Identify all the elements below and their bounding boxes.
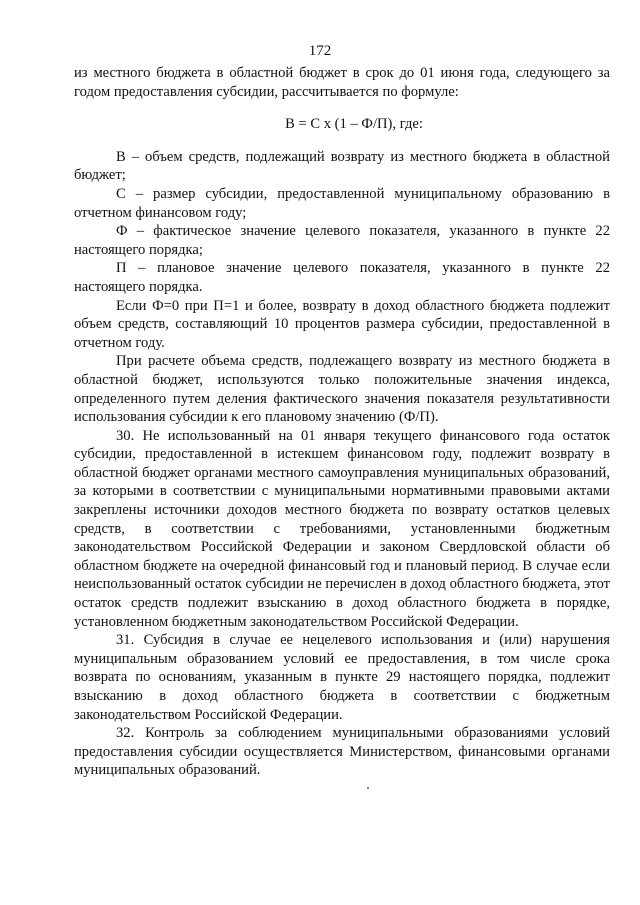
clause-30: 30. Не использованный на 01 января текущего финансового года остаток субсидии, предоставленной в истекшем финансовом году, подлежит возврату в областной бюджет органами местного самоуправления муниципальных образований, за которыми в соответствии с муниципальными нормативными правовыми актами закреплены источники доходов местного бюджета по возврату остатков целевых средств, в соответствии с требованиями, установленными бюджетным законодательством Российской Федерации и законом Свердловской области об областном бюджете на очередной финансовый год и плановый период. В случае если неиспользованный остаток субсидии не перечислен в доход областного бюджета, этот остаток средств подлежит взысканию в доход областного бюджета в порядке, установленном бюджетным законодательством Российской Федерации.: [74, 427, 610, 630]
definition-p: П – плановое значение целевого показателя, указанного в пункте 22 настоящего порядка.: [74, 260, 610, 295]
definition-s: С – размер субсидии, предоставленной муниципальному образованию в отчетном финансовом году;: [74, 185, 610, 221]
formula: В = С х (1 – Ф/П), где:: [285, 116, 423, 133]
document-body: [74, 64, 610, 780]
scan-dot: [367, 787, 369, 789]
paragraph-index-calc: При расчете объема средств, подлежащего возврату из местного бюджета в областной бюджет, используются только положительные значения индекса, определенного путем деления фактического значения показателя результативности использования субсидии к его плановому значению (Ф/П).: [74, 353, 610, 426]
definition-v: В – объем средств, подлежащий возврату из местного бюджета в областной бюджет;: [74, 148, 610, 184]
formula-definitions: [74, 148, 610, 297]
paragraph-zero-fact: Если Ф=0 при П=1 и более, возврату в доход областного бюджета подлежит объем средств, составляющий 10 процентов размера субсидии, предоставленной в отчетном году.: [74, 297, 610, 351]
clause-31: 31. Субсидия в случае ее нецелевого использования и (или) нарушения муниципальным образованием условий ее предоставления, в том числе срока возврата по основаниям, указанным в пункте 29 настоящего порядка, подлежит взысканию в доход областного бюджета в соответствии с бюджетным законодательством Российской Федерации.: [74, 632, 610, 723]
clause-32: 32. Контроль за соблюдением муниципальными образованиями условий предоставления субсидии осуществляется Министерством, финансовыми органами муниципальных образований.: [74, 725, 610, 779]
intro-paragraph: из местного бюджета в областной бюджет в срок до 01 июня года, следующего за годом предоставления субсидии, рассчитывается по формуле:: [74, 65, 610, 100]
definition-f: Ф – фактическое значение целевого показателя, указанного в пункте 22 настоящего порядка;: [74, 223, 610, 258]
page-number: 172: [308, 43, 332, 59]
